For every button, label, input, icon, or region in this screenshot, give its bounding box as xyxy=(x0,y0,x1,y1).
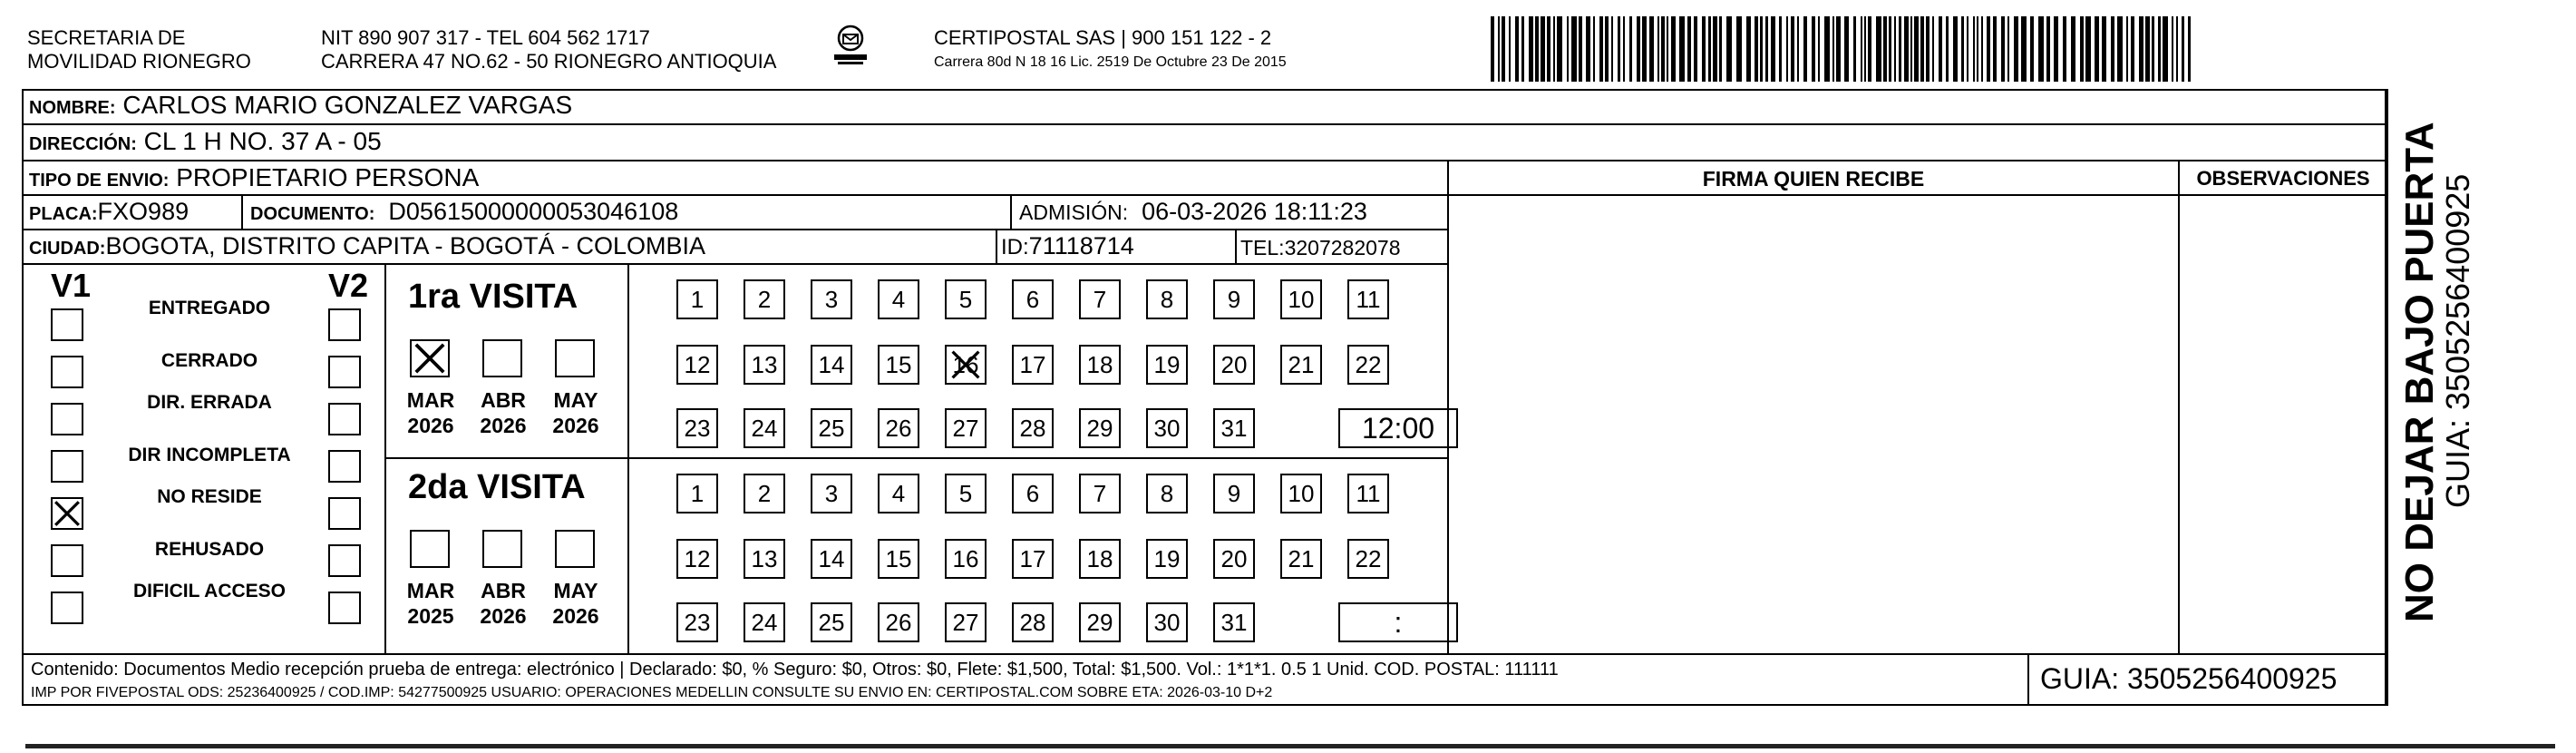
visit1-month-label: MAY xyxy=(553,388,598,412)
cell-divider xyxy=(996,229,997,263)
visit2-month-checkbox[interactable] xyxy=(410,530,450,568)
recipient-address: CL 1 H NO. 37 A - 05 xyxy=(143,127,382,155)
recipient-name: CARLOS MARIO GONZALEZ VARGAS xyxy=(122,91,573,119)
v2-checkbox-6[interactable] xyxy=(328,544,361,577)
company-address: Carrera 80d N 18 16 Lic. 2519 De Octubre 23 De 2015 xyxy=(934,54,1287,70)
v1-checkbox-1[interactable] xyxy=(51,308,83,341)
visit2-day-19[interactable]: 19 xyxy=(1146,539,1188,579)
sender-nit-line: NIT 890 907 317 - TEL 604 562 1717 xyxy=(321,26,650,49)
visit2-day-4[interactable]: 4 xyxy=(878,474,919,513)
status-label: REHUSADO xyxy=(154,539,265,560)
visit2-day-9[interactable]: 9 xyxy=(1213,474,1255,513)
visit2-day-10[interactable]: 10 xyxy=(1280,474,1322,513)
visit1-day-7[interactable]: 7 xyxy=(1079,279,1121,319)
signature-header: FIRMA QUIEN RECIBE xyxy=(1702,167,1925,191)
visit1-time-box[interactable]: 12:00 xyxy=(1338,408,1458,448)
visit1-year-label: 2026 xyxy=(480,414,527,437)
visit2-year-label: 2025 xyxy=(407,604,454,628)
city-cell xyxy=(29,232,705,262)
status-label: DIR. ERRADA xyxy=(147,392,272,413)
certipostal-logo-icon xyxy=(832,24,869,67)
signature-divider xyxy=(1447,160,1449,653)
visit1-day-8[interactable]: 8 xyxy=(1146,279,1188,319)
v2-checkbox-1[interactable] xyxy=(328,308,361,341)
barcode-icon xyxy=(1487,16,2203,82)
visit1-day-26[interactable]: 26 xyxy=(878,408,919,448)
v1-checkbox-6[interactable] xyxy=(51,544,83,577)
visit2-month-label: MAY xyxy=(553,579,598,602)
v2-checkbox-7[interactable] xyxy=(328,592,361,624)
visit2-day-24[interactable]: 24 xyxy=(744,602,785,642)
visit1-day-22[interactable]: 22 xyxy=(1347,345,1389,385)
visit2-day-30[interactable]: 30 xyxy=(1146,602,1188,642)
city-value: BOGOTA, DISTRITO CAPITA - BOGOTÁ - COLOMBIA xyxy=(105,232,706,259)
sender-name-line2: MOVILIDAD RIONEGRO xyxy=(27,50,251,73)
status-label: DIR INCOMPLETA xyxy=(128,445,291,465)
visit2-month-label: ABR xyxy=(481,579,526,602)
v2-checkbox-4[interactable] xyxy=(328,450,361,483)
visit1-day-17[interactable]: 17 xyxy=(1012,345,1054,385)
visit1-month-label: ABR xyxy=(481,388,526,412)
visit1-year-label: 2026 xyxy=(552,414,599,437)
no-dejar-bajo-puerta: NO DEJAR BAJO PUERTA xyxy=(2397,122,2442,622)
visit1-day-19[interactable]: 19 xyxy=(1146,345,1188,385)
visit2-month-checkbox[interactable] xyxy=(555,530,595,568)
row-divider xyxy=(22,263,1449,265)
visit1-day-11[interactable]: 11 xyxy=(1347,279,1389,319)
visit2-title: 2da VISITA xyxy=(408,468,586,506)
visit1-day-27[interactable]: 27 xyxy=(945,408,987,448)
visit1-day-18[interactable]: 18 xyxy=(1079,345,1121,385)
footer-guide: GUIA: 3505256400925 xyxy=(2040,662,2338,695)
city-label: CIUDAD: xyxy=(29,239,106,259)
visit1-day-2[interactable]: 2 xyxy=(744,279,785,319)
admission-value: 06-03-2026 18:11:23 xyxy=(1142,198,1367,225)
type-row xyxy=(29,163,479,195)
bottom-edge xyxy=(25,744,2555,748)
name-row xyxy=(29,91,572,122)
tel-value: 3207282078 xyxy=(1284,236,1401,259)
row-divider xyxy=(22,160,2386,161)
footer-divider xyxy=(2027,653,2029,706)
visit2-day-22[interactable]: 22 xyxy=(1347,539,1389,579)
visit2-day-11[interactable]: 11 xyxy=(1347,474,1389,513)
visit2-day-31[interactable]: 31 xyxy=(1213,602,1255,642)
visit1-day-6[interactable]: 6 xyxy=(1012,279,1054,319)
visit1-day-10[interactable]: 10 xyxy=(1280,279,1322,319)
visit2-day-6[interactable]: 6 xyxy=(1012,474,1054,513)
visit1-month-label: MAR xyxy=(406,388,455,412)
visit1-day-5[interactable]: 5 xyxy=(945,279,987,319)
visit2-day-8[interactable]: 8 xyxy=(1146,474,1188,513)
visit1-day-13[interactable]: 13 xyxy=(744,345,785,385)
side-divider xyxy=(2385,89,2386,706)
visit1-day-25[interactable]: 25 xyxy=(811,408,852,448)
name-label: NOMBRE: xyxy=(29,98,116,118)
visit2-month-checkbox[interactable] xyxy=(482,530,522,568)
v1-checkbox-7[interactable] xyxy=(51,592,83,624)
shipment-type: PROPIETARIO PERSONA xyxy=(176,163,480,191)
visit2-day-15[interactable]: 15 xyxy=(878,539,919,579)
visit2-day-17[interactable]: 17 xyxy=(1012,539,1054,579)
plate-value: FXO989 xyxy=(97,198,190,225)
observations-divider xyxy=(2178,160,2180,653)
cell-divider xyxy=(1235,229,1237,263)
tel-label: TEL: xyxy=(1240,236,1285,259)
visit2-month-label: MAR xyxy=(406,579,455,602)
visit1-day-31[interactable]: 31 xyxy=(1213,408,1255,448)
visit1-month-checkbox[interactable] xyxy=(555,339,595,377)
row-divider xyxy=(22,123,2386,125)
visit1-day-3[interactable]: 3 xyxy=(811,279,852,319)
visit1-day-28[interactable]: 28 xyxy=(1012,408,1054,448)
plate-cell xyxy=(29,198,189,228)
v2-checkbox-3[interactable] xyxy=(328,403,361,435)
visit2-day-27[interactable]: 27 xyxy=(945,602,987,642)
document-value: D05615000000053046108 xyxy=(388,198,679,225)
status-label: ENTREGADO xyxy=(148,298,271,318)
content-line: Contenido: Documentos Medio recepción prueba de entrega: electrónico | Declarado: $0, % Seguro: $0, Otros: $0, Flete: $1,500, Total: $1,500. Vol.: 1*1*1. 0.5 1 Unid. COD. POSTAL: 111111 xyxy=(31,660,1559,680)
visit2-year-label: 2026 xyxy=(480,604,527,628)
v2-checkbox-2[interactable] xyxy=(328,356,361,388)
visit2-day-23[interactable]: 23 xyxy=(676,602,718,642)
v1-checkbox-5[interactable] xyxy=(51,497,83,530)
visit1-day-29[interactable]: 29 xyxy=(1079,408,1121,448)
document-label: DOCUMENTO: xyxy=(250,204,375,224)
visit2-day-7[interactable]: 7 xyxy=(1079,474,1121,513)
visit1-title: 1ra VISITA xyxy=(408,278,578,316)
visit2-year-label: 2026 xyxy=(552,604,599,628)
visit2-day-28[interactable]: 28 xyxy=(1012,602,1054,642)
visit2-day-16[interactable]: 16 xyxy=(945,539,987,579)
visit1-month-checkbox[interactable] xyxy=(482,339,522,377)
type-label: TIPO DE ENVIO: xyxy=(29,171,170,191)
document-cell xyxy=(250,198,678,228)
v2-header: V2 xyxy=(328,267,369,304)
cell-divider xyxy=(241,194,243,229)
visit2-day-21[interactable]: 21 xyxy=(1280,539,1322,579)
sender-name-line1: SECRETARIA DE xyxy=(27,26,186,49)
row-divider xyxy=(22,194,2386,196)
id-label: ID: xyxy=(1001,235,1029,259)
visit2-day-14[interactable]: 14 xyxy=(811,539,852,579)
visit2-time-box[interactable]: : xyxy=(1338,602,1458,642)
visit1-day-23[interactable]: 23 xyxy=(676,408,718,448)
sender-address-line: CARRERA 47 NO.62 - 50 RIONEGRO ANTIOQUIA xyxy=(321,50,777,73)
visit2-day-1[interactable]: 1 xyxy=(676,474,718,513)
visit2-day-18[interactable]: 18 xyxy=(1079,539,1121,579)
status-label: DIFICIL ACCESO xyxy=(132,581,286,601)
company-line: CERTIPOSTAL SAS | 900 151 122 - 2 xyxy=(934,26,1272,49)
visit1-day-20[interactable]: 20 xyxy=(1213,345,1255,385)
id-value: 71118714 xyxy=(1028,232,1134,259)
visit2-day-3[interactable]: 3 xyxy=(811,474,852,513)
visit1-day-9[interactable]: 9 xyxy=(1213,279,1255,319)
visit1-day-4[interactable]: 4 xyxy=(878,279,919,319)
visit1-month-checkbox[interactable] xyxy=(410,339,450,377)
side-guide: GUIA: 3505256400925 xyxy=(2439,173,2476,508)
v1-checkbox-4[interactable] xyxy=(51,450,83,483)
admission-cell xyxy=(1019,198,1367,226)
observations-header: OBSERVACIONES xyxy=(2196,167,2370,190)
row-divider xyxy=(22,653,2386,655)
visit2-day-25[interactable]: 25 xyxy=(811,602,852,642)
address-row xyxy=(29,127,382,159)
plate-label: PLACA: xyxy=(29,204,98,224)
visit2-day-26[interactable]: 26 xyxy=(878,602,919,642)
cell-divider xyxy=(1010,194,1012,229)
visit2-day-20[interactable]: 20 xyxy=(1213,539,1255,579)
visit2-day-2[interactable]: 2 xyxy=(744,474,785,513)
v2-checkbox-5[interactable] xyxy=(328,497,361,530)
admission-label: ADMISIÓN: xyxy=(1019,200,1129,224)
visit1-day-30[interactable]: 30 xyxy=(1146,408,1188,448)
v1-header: V1 xyxy=(51,267,92,304)
visit-separator xyxy=(384,457,1449,459)
tel-cell xyxy=(1240,234,1401,261)
v1-checkbox-2[interactable] xyxy=(51,356,83,388)
print-line: IMP POR FIVEPOSTAL ODS: 25236400925 / COD.IMP: 54277500925 USUARIO: OPERACIONES MEDELLIN CONSULTE SU ENVIO EN: CERTIPOSTAL.COM SOBRE ETA: 2026-03-10 D+2 xyxy=(31,685,1273,700)
visit1-day-12[interactable]: 12 xyxy=(676,345,718,385)
visit1-day-15[interactable]: 15 xyxy=(878,345,919,385)
visit1-year-label: 2026 xyxy=(407,414,454,437)
status-label: CERRADO xyxy=(160,350,258,371)
visit1-day-14[interactable]: 14 xyxy=(811,345,852,385)
visit2-day-29[interactable]: 29 xyxy=(1079,602,1121,642)
id-cell xyxy=(1001,232,1134,261)
visit1-day-1[interactable]: 1 xyxy=(676,279,718,319)
visit1-day-16[interactable]: 16 xyxy=(945,345,987,385)
visit2-day-5[interactable]: 5 xyxy=(945,474,987,513)
visit1-day-24[interactable]: 24 xyxy=(744,408,785,448)
status-label: NO RESIDE xyxy=(157,486,262,507)
address-label: DIRECCIÓN: xyxy=(29,134,137,154)
visit1-day-21[interactable]: 21 xyxy=(1280,345,1322,385)
visit2-day-13[interactable]: 13 xyxy=(744,539,785,579)
v1-checkbox-3[interactable] xyxy=(51,403,83,435)
visit2-day-12[interactable]: 12 xyxy=(676,539,718,579)
